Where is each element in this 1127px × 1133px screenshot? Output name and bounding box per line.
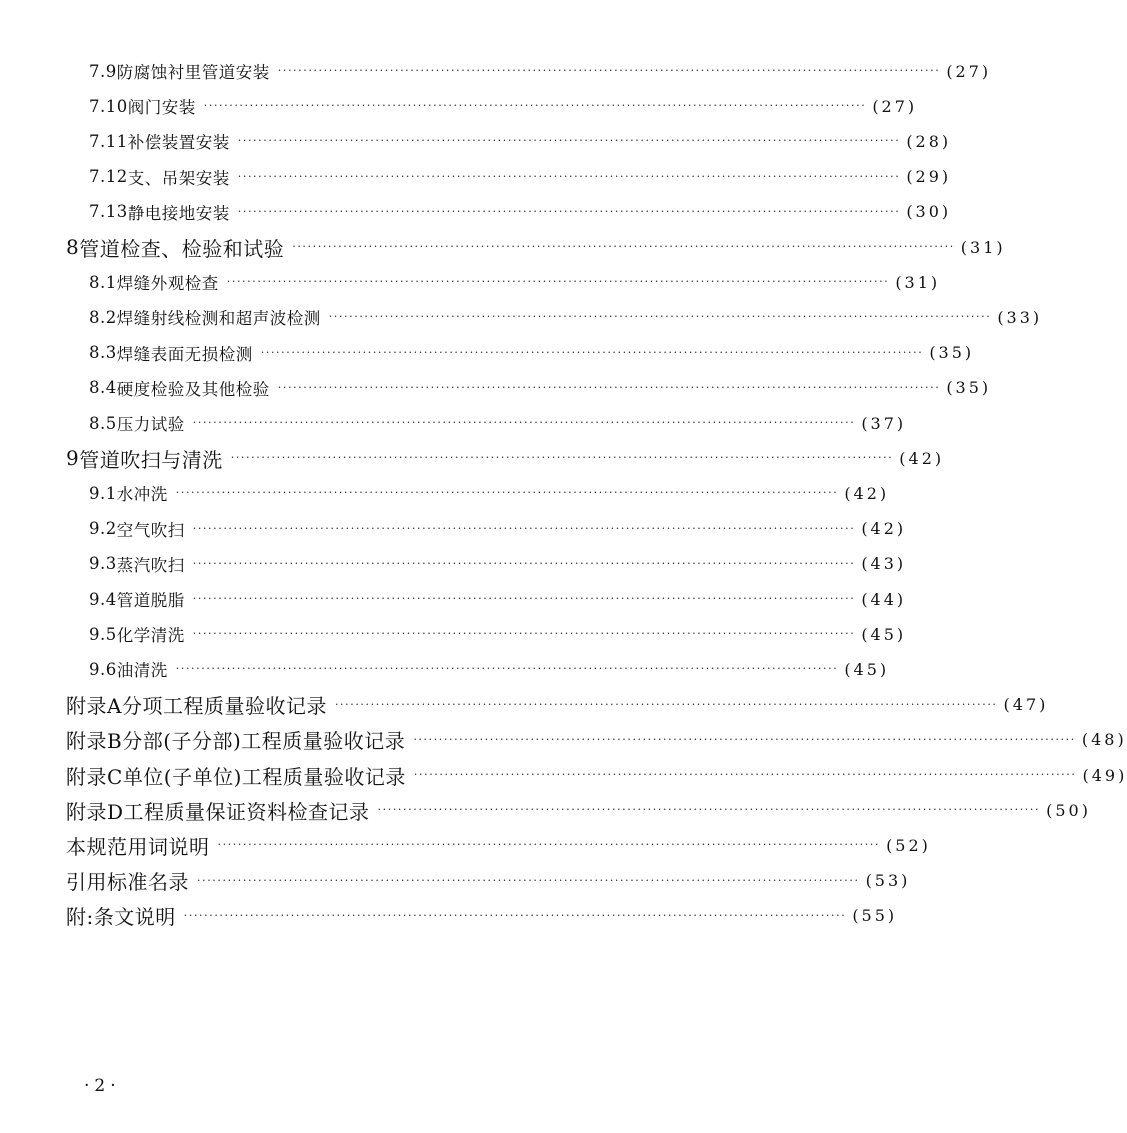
toc-entry bbox=[0, 512, 907, 546]
toc-entry-number: 7.12 bbox=[89, 167, 128, 187]
toc-entry-number: 7.10 bbox=[89, 96, 128, 116]
dot-leader bbox=[261, 336, 924, 370]
toc-entry bbox=[0, 336, 975, 370]
toc-entry-title: 管道吹扫与清洗 bbox=[79, 447, 223, 472]
dot-leader bbox=[378, 793, 1041, 827]
dot-leader bbox=[193, 512, 856, 546]
toc-entry bbox=[0, 476, 890, 510]
toc-entry-number: 9.4 bbox=[89, 589, 117, 609]
toc-entry bbox=[0, 758, 1127, 792]
toc-entry-number: 9.5 bbox=[89, 624, 117, 644]
toc-entry bbox=[0, 195, 952, 229]
dot-leader bbox=[292, 230, 955, 264]
toc-entry-number: 附录C bbox=[66, 764, 123, 789]
toc-entry-title: 硬度检验及其他检验 bbox=[116, 379, 270, 399]
toc-entry bbox=[0, 617, 907, 651]
toc-entry bbox=[0, 441, 945, 475]
toc-entry-page: (49) bbox=[1082, 765, 1127, 785]
toc-entry-title: 焊缝射线检测和超声波检测 bbox=[116, 309, 321, 329]
toc-entry-page: (53) bbox=[865, 871, 911, 891]
toc-entry-page: (31) bbox=[895, 272, 941, 292]
dot-leader bbox=[329, 300, 992, 334]
toc-entry-page: (35) bbox=[929, 343, 975, 363]
toc-entry-page: (42) bbox=[861, 519, 907, 539]
toc-entry-number: 7.9 bbox=[89, 61, 117, 81]
dot-leader bbox=[278, 54, 941, 88]
toc-entry-title: 单位(子单位)工程质量验收记录 bbox=[122, 764, 406, 789]
toc-entry-page: (48) bbox=[1081, 730, 1127, 750]
dot-leader bbox=[193, 406, 856, 440]
toc-entry-number: 8.4 bbox=[89, 378, 117, 398]
toc-entry-title: 水冲洗 bbox=[116, 485, 168, 505]
page-number: ·2· bbox=[84, 1076, 121, 1096]
toc-entry bbox=[0, 652, 890, 686]
toc-entry-title: 化学清洗 bbox=[116, 626, 185, 646]
toc-entry-title: 引用标准名录 bbox=[66, 870, 189, 895]
dot-leader bbox=[238, 195, 901, 229]
toc-entry bbox=[0, 793, 1091, 827]
toc-entry-title: 分部(子分部)工程质量验收记录 bbox=[122, 729, 406, 754]
toc-entry-title: 压力试验 bbox=[116, 415, 185, 434]
toc-entry-page: (35) bbox=[946, 378, 992, 398]
toc-entry bbox=[0, 265, 941, 299]
toc-entry-page: (52) bbox=[886, 835, 931, 855]
toc-entry-number: 9 bbox=[66, 446, 80, 471]
toc-entry-number: 附录B bbox=[66, 729, 123, 754]
toc-entry-number: 7.13 bbox=[89, 202, 128, 222]
toc-entry-title: 空气吹扫 bbox=[116, 520, 185, 540]
dot-leader bbox=[193, 617, 856, 651]
toc-entry-title: 管道脱脂 bbox=[116, 591, 185, 610]
toc-entry-page: (55) bbox=[852, 906, 898, 926]
dot-leader bbox=[335, 688, 998, 722]
toc-entry bbox=[0, 230, 1006, 264]
toc-entry-number: 8.2 bbox=[89, 307, 117, 327]
toc-entry-page: (45) bbox=[844, 659, 890, 679]
toc-entry-number: 8.3 bbox=[89, 343, 117, 363]
toc-entry bbox=[0, 54, 992, 88]
dot-leader bbox=[184, 899, 847, 933]
dot-leader bbox=[193, 582, 856, 616]
toc-entry-number: 9.2 bbox=[89, 519, 117, 539]
toc-entry-title: 蒸汽吹扫 bbox=[116, 555, 185, 575]
toc-entry-page: (47) bbox=[1003, 695, 1049, 715]
toc-entry-title: 静电接地安装 bbox=[127, 203, 230, 223]
toc-entry-page: (37) bbox=[861, 413, 907, 433]
toc-entry bbox=[0, 864, 911, 898]
toc-entry-title: 防腐蚀衬里管道安装 bbox=[116, 63, 270, 82]
toc-entry bbox=[0, 723, 1127, 757]
toc-entry bbox=[0, 124, 952, 158]
toc-entry-page: (44) bbox=[861, 589, 907, 609]
toc-entry-title: 分项工程质量验收记录 bbox=[121, 694, 327, 719]
toc-entry-title: 管道检查、检验和试验 bbox=[79, 236, 285, 261]
toc-entry-title: 工程质量保证资料检查记录 bbox=[123, 799, 370, 824]
toc-entry-number: 附录D bbox=[66, 799, 124, 824]
toc-entry-page: (42) bbox=[899, 448, 945, 468]
dot-leader bbox=[278, 371, 941, 405]
toc-entry-title: 油清洗 bbox=[116, 661, 168, 681]
toc-entry-page: (43) bbox=[861, 554, 907, 574]
toc-entry bbox=[0, 160, 952, 194]
dot-leader bbox=[176, 652, 839, 686]
toc-entry-number: 附录A bbox=[66, 694, 122, 719]
toc-entry-number: 8.1 bbox=[89, 272, 117, 292]
dot-leader bbox=[227, 265, 890, 299]
toc-entry bbox=[0, 547, 907, 581]
dot-leader bbox=[197, 864, 860, 898]
toc-entry-page: (28) bbox=[906, 131, 952, 151]
toc-entry-page: (42) bbox=[844, 483, 890, 503]
dot-leader bbox=[176, 476, 839, 510]
toc-entry-title: 焊缝表面无损检测 bbox=[116, 344, 253, 364]
toc-entry-title: 补偿装置安装 bbox=[127, 133, 230, 153]
dot-leader bbox=[238, 124, 901, 158]
toc-entry-page: (50) bbox=[1046, 800, 1091, 820]
toc-entry-title: 本规范用词说明 bbox=[66, 834, 210, 859]
toc-entry bbox=[0, 899, 898, 933]
toc-entry bbox=[0, 406, 907, 440]
toc-entry-number: 8 bbox=[66, 235, 80, 259]
dot-leader bbox=[413, 723, 1076, 757]
dot-leader bbox=[231, 441, 894, 475]
toc-entry-page: (30) bbox=[906, 202, 952, 222]
toc-entry-title: 焊缝外观检查 bbox=[116, 274, 219, 294]
toc-entry-page: (31) bbox=[960, 237, 1006, 257]
toc-entry-page: (29) bbox=[906, 167, 952, 187]
toc-entry-number: 8.5 bbox=[89, 413, 117, 433]
dot-leader bbox=[218, 828, 881, 862]
dot-leader bbox=[204, 89, 867, 123]
toc-entry bbox=[0, 89, 918, 123]
toc-entry bbox=[0, 688, 1049, 722]
dot-leader bbox=[193, 547, 856, 581]
toc-entry-number: 9.3 bbox=[89, 554, 117, 574]
toc-entry-number: 9.1 bbox=[89, 483, 117, 503]
toc-entry bbox=[0, 300, 1043, 334]
toc-entry-title: 支、吊架安装 bbox=[127, 168, 230, 188]
toc-entry bbox=[0, 371, 992, 405]
dot-leader bbox=[414, 758, 1077, 792]
toc-entry-page: (27) bbox=[872, 96, 918, 116]
toc-entry-number: 9.6 bbox=[89, 659, 117, 679]
toc-entry bbox=[0, 582, 907, 616]
toc-entry bbox=[0, 828, 931, 862]
toc-entry-page: (27) bbox=[946, 61, 992, 81]
toc-entry-number: 7.11 bbox=[89, 131, 128, 151]
toc-entry-page: (33) bbox=[997, 307, 1043, 327]
toc-entry-title: 附:条文说明 bbox=[66, 905, 176, 930]
toc-entry-title: 阀门安装 bbox=[127, 98, 196, 118]
dot-leader bbox=[238, 160, 901, 194]
toc-entry-page: (45) bbox=[861, 624, 907, 644]
